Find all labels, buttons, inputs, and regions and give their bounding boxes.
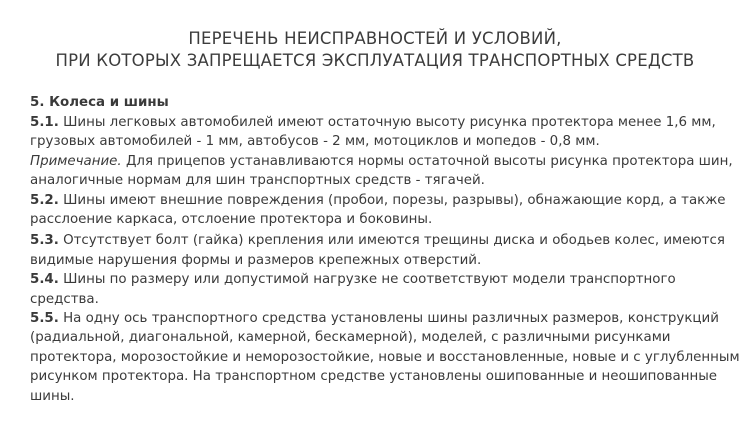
rule-item-5-3 [30,231,742,270]
rule-item-5-1 [30,113,742,152]
rule-number: 5.2. [30,192,59,208]
note-text: Для прицепов устанавливаются нормы остаточной высоты рисунка протектора шин, аналогичные нормам для шин транспортных средств - тягачей. [30,153,733,189]
rule-text: Шины по размеру или допустимой нагрузке не соответствуют модели транспортного средства. [30,272,676,307]
rule-number: 5.5. [30,311,59,327]
rule-note [30,152,742,191]
rule-item-5-2 [30,191,742,230]
rule-number: 5.3. [30,233,59,249]
document-title-line-1: ПЕРЕЧЕНЬ НЕИСПРАВНОСТЕЙ И УСЛОВИЙ, [188,29,562,48]
rule-item-5-5 [30,309,742,406]
rule-text: Отсутствует болт (гайка) крепления или имеются трещины диска и ободьев колес, имеются видимые нарушения формы и размеров крепежных отверстий. [30,233,725,268]
rule-text: Шины легковых автомобилей имеют остаточную высоту рисунка протектора менее 1,6 мм, грузовых автомобилей - 1 мм, автобусов - 2 мм, мотоциклов и мопедов - 0,8 мм. [30,115,716,150]
section-heading: 5. Колеса и шины [30,95,169,110]
section-content [30,93,742,406]
document-title-line-2: ПРИ КОТОРЫХ ЗАПРЕЩАЕТСЯ ЭКСПЛУАТАЦИЯ ТРАНСПОРТНЫХ СРЕДСТВ [55,51,695,70]
rule-item-5-4 [30,270,742,309]
note-label: Примечание. [30,153,122,169]
rule-text: Шины имеют внешние повреждения (пробои, порезы, разрывы), обнажающие корд, а также расслоение каркаса, отслоение протектора и боковины. [30,192,726,228]
rule-text: На одну ось транспортного средства установлены шины различных размеров, конструкций (радиальной, диагональной, камерной, бескамерной), моделей, с различными рисунками протектора, морозостойкие и неморозостойкие, новые и восстановленные, новые и с углубленным рисунком протектора. На транспортном средстве установлены ошипованные и неошипованные шины. [30,311,740,404]
rule-number: 5.1. [30,115,59,130]
rule-number: 5.4. [30,272,59,288]
